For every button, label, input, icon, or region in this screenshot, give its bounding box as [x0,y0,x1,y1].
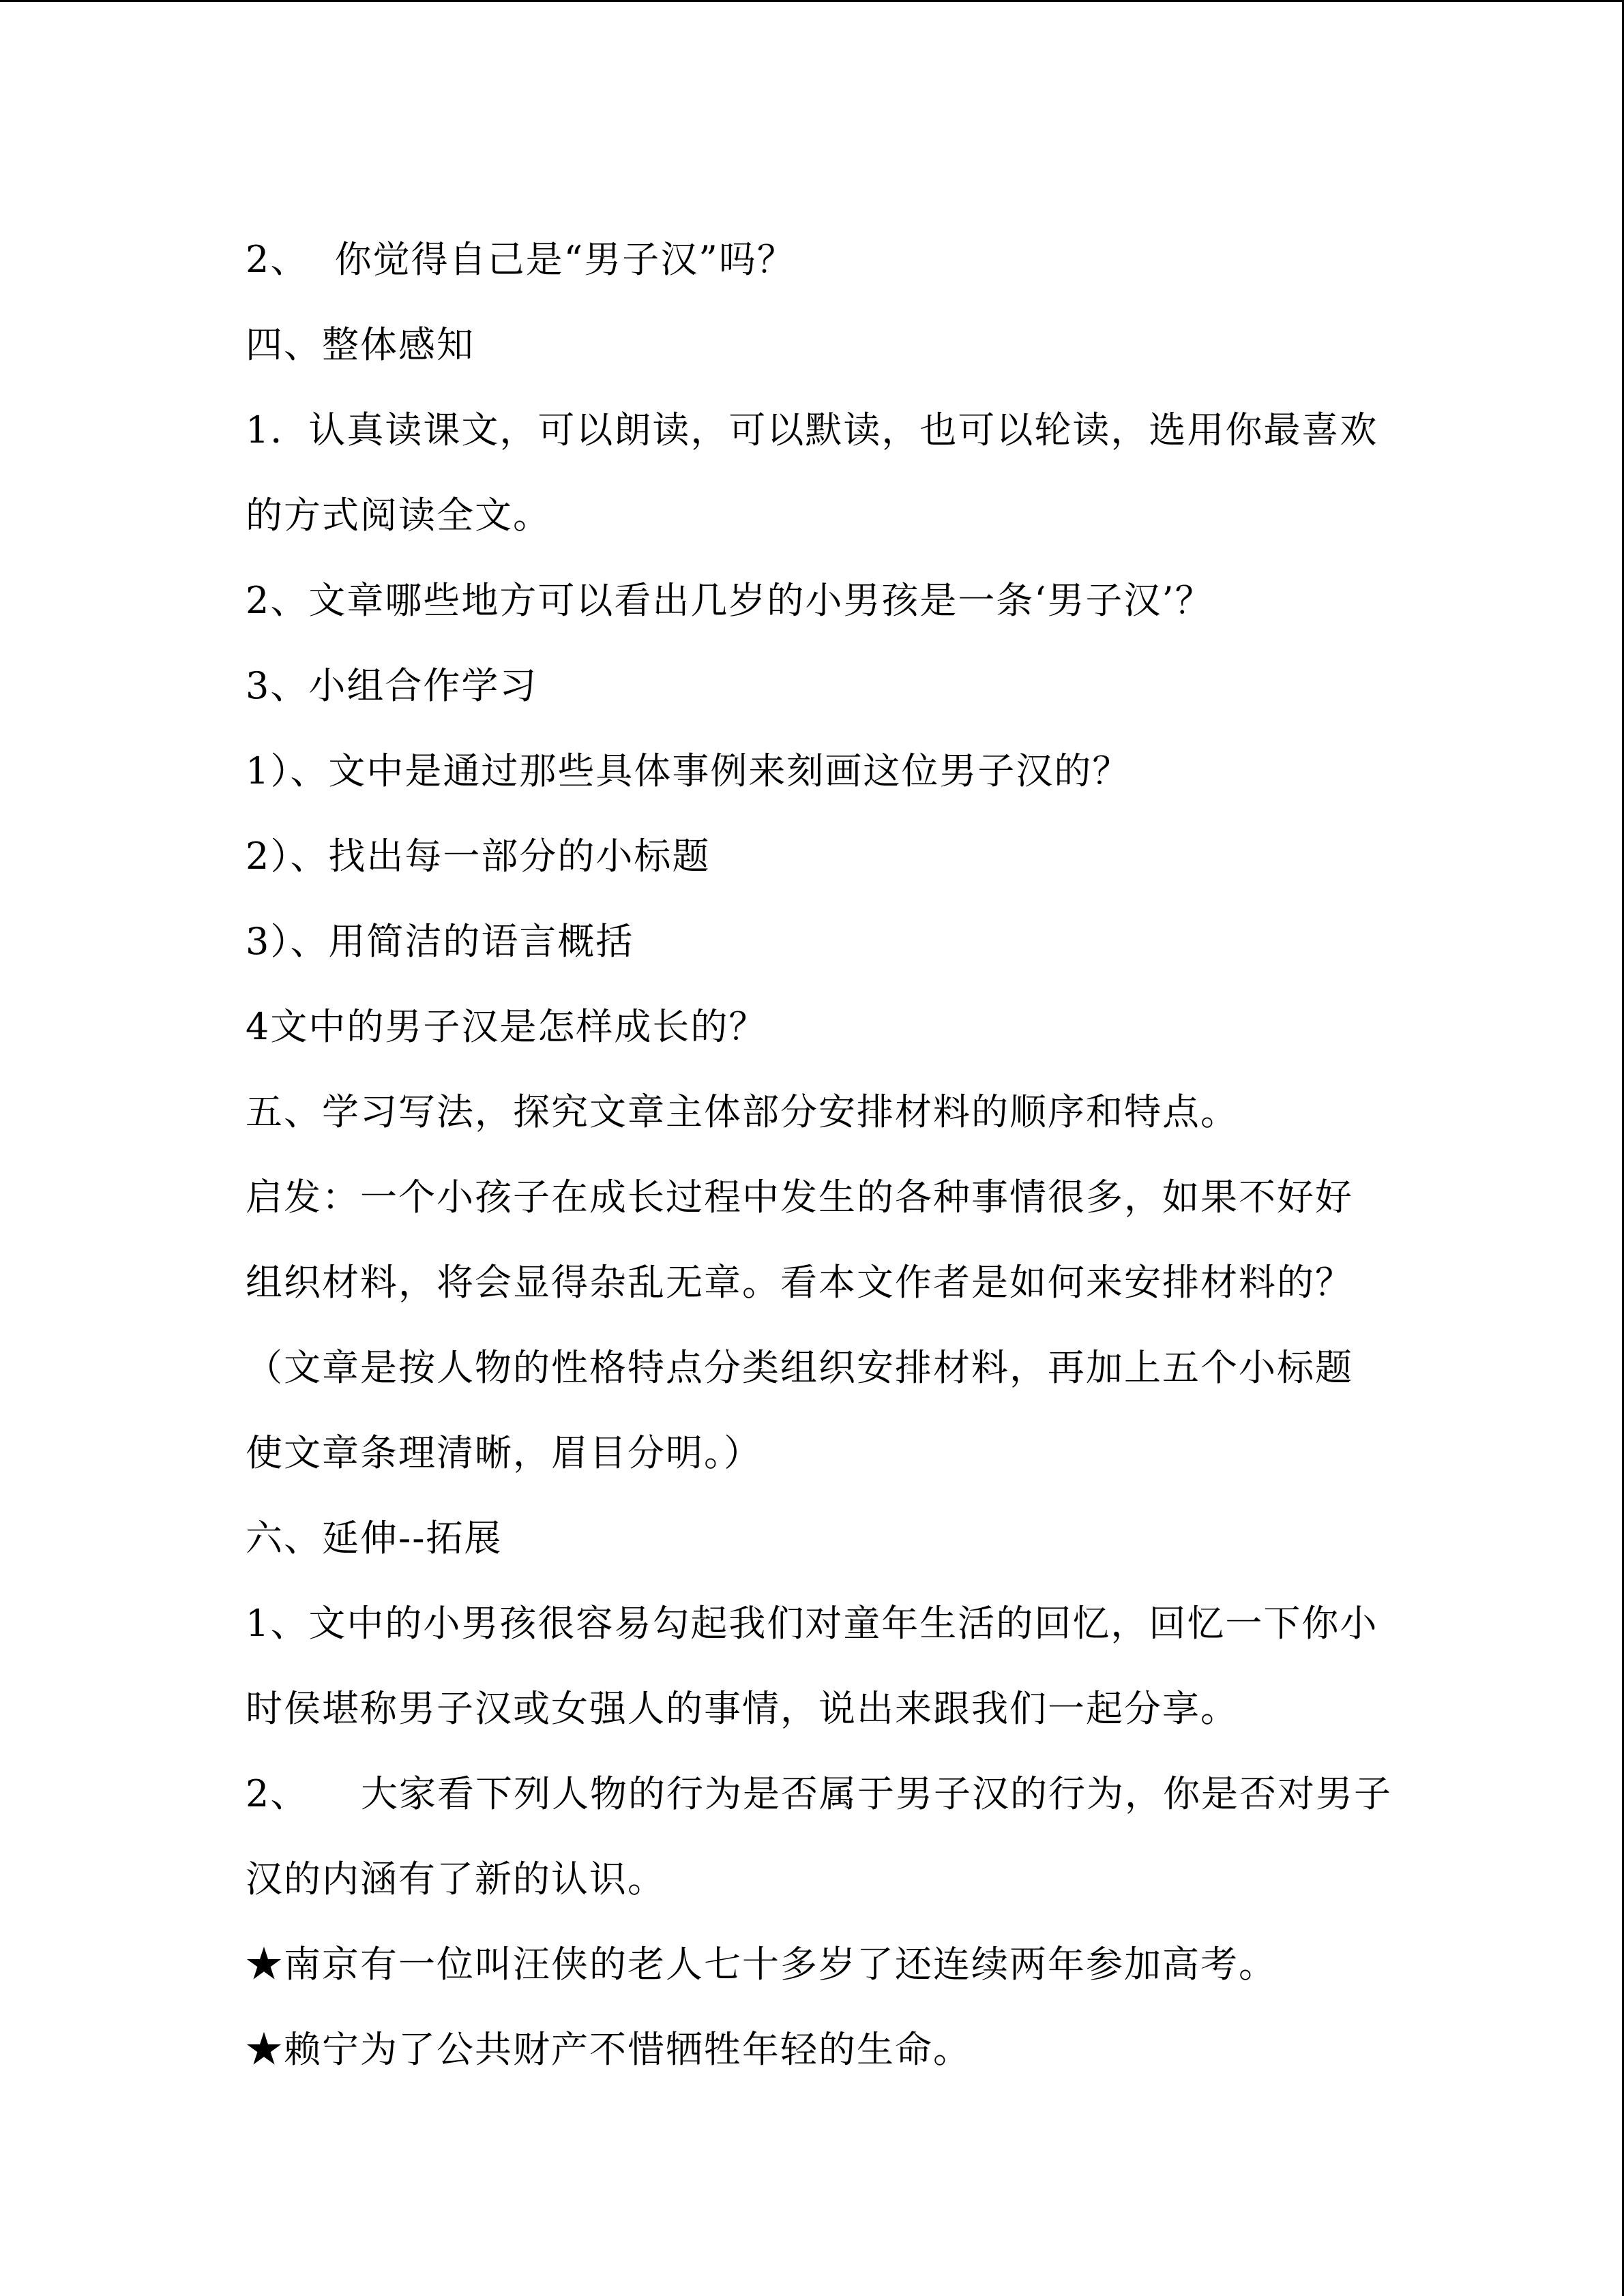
text-line: 组织材料，将会显得杂乱无章。看本文作者是如何来安排材料的？ [246,1261,1353,1304]
text-line: 3、小组合作学习 [246,664,538,707]
text-line: 3）、用简洁的语言概括 [246,920,634,963]
text-line: 2）、找出每一部分的小标题 [246,835,711,878]
text-line: 1、文中的小男孩很容易勾起我们对童年生活的回忆，回忆一下你小 [246,1602,1378,1645]
text-line: 1）、文中是通过那些具体事例来刻画这位男子汉的？ [246,749,1131,792]
text-line: 2、 大家看下列人物的行为是否属于男子汉的行为，你是否对男子 [246,1772,1393,1815]
text-line: 启发：一个小孩子在成长过程中发生的各种事情很多，如果不好好 [246,1176,1353,1219]
text-line: 4文中的男子汉是怎样成长的？ [246,1005,767,1048]
text-line: 的方式阅读全文。 [246,494,551,537]
text-line: 2、 你觉得自己是“男子汉”吗？ [246,238,795,281]
document-body [246,217,1391,2092]
section-heading: 四、整体感知 [246,323,475,366]
text-line: 2、文章哪些地方可以看出几岁的小男孩是一条‘男子汉’？ [246,579,1213,622]
text-line: 使文章条理清晰，眉目分明。） [246,1431,762,1474]
section-heading: 六、延伸--拓展 [246,1517,503,1560]
text-line: 时侯堪称男子汉或女强人的事情，说出来跟我们一起分享。 [246,1687,1239,1730]
list-item: ★南京有一位叫汪侠的老人七十多岁了还连续两年参加高考。 [246,1943,1277,1986]
text-line: （文章是按人物的性格特点分类组织安排材料，再加上五个小标题 [246,1346,1353,1389]
section-heading: 五、学习写法，探究文章主体部分安排材料的顺序和特点。 [246,1090,1239,1133]
text-line: 1．认真读课文，可以朗读，可以默读，也可以轮读，选用你最喜欢 [246,408,1378,451]
list-item: ★赖宁为了公共财产不惜牺牲年轻的生命。 [246,2028,971,2071]
text-line: 汉的内涵有了新的认识。 [246,1858,666,1900]
